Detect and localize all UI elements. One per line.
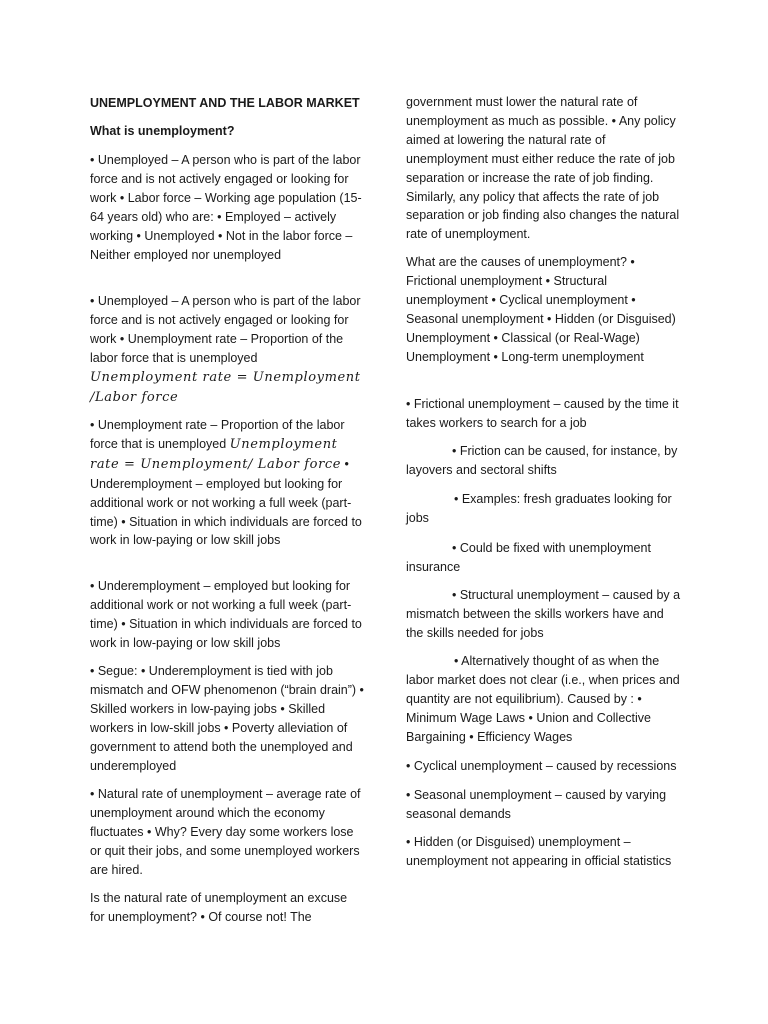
paragraph: • Underemployment – employed but looking for additional work or not working a full week (part-time) • Situation in which individuals are forced to work in low-paying or low skill jobs <box>90 579 362 650</box>
paragraph-text: • Underemployment – employed but looking for additional work or not working a full week (part-time) • Situation in which individuals are forced to work in low-paying or low skill jobs <box>90 456 362 548</box>
paragraph: • Seasonal unemployment – caused by varying seasonal demands <box>406 788 667 821</box>
paragraph: • Segue: • Underemployment is tied with job mismatch and OFW phenomenon (“brain drain”) • Skilled workers in low-paying jobs • Skilled workers in low-skill jobs • Poverty alleviation of government to attend both the unemployed and underemployed <box>90 664 364 773</box>
section-heading: What is unemployment? <box>90 124 235 138</box>
unemployment-rate-formula: Unemployment rate = Unemployment/ Labor force <box>90 436 342 472</box>
paragraph: • Unemployed – A person who is part of the labor force and is not actively engaged or looking for work • Labor force – Working age population (15-64 years old) who are: • Employed – actively working • Unemployed • Not in the labor force – Neither employed nor unemployed <box>90 153 362 262</box>
paragraph: Is the natural rate of unemployment an excuse for unemployment? • Of course not! The <box>90 891 348 924</box>
paragraph: • Examples: fresh graduates looking for jobs <box>406 492 672 525</box>
paragraph <box>90 416 365 550</box>
document-title: UNEMPLOYMENT AND THE LABOR MARKET <box>90 96 360 110</box>
paragraph: What are the causes of unemployment? • Frictional unemployment • Structural unemployment • Cyclical unemployment • Seasonal unemployment • Hidden (or Disguised) Unemployment • Classical (or Real-Wage) Unemployment • Long-term unemployment <box>406 255 676 364</box>
paragraph <box>90 292 365 407</box>
paragraph: • Friction can be caused, for instance, by layovers and sectoral shifts <box>406 444 678 477</box>
paragraph: • Hidden (or Disguised) unemployment – unemployment not appearing in official statistics <box>406 835 672 868</box>
paragraph: government must lower the natural rate of unemployment as much as possible. • Any policy aimed at lowering the natural rate of unemployment must either reduce the rate of job separation or increase the rate of job finding. Similarly, any policy that affects the rate of job separation or job finding also changes the natural rate of unemployment. <box>406 95 680 242</box>
paragraph-text: • Unemployed – A person who is part of the labor force and is not actively engaged or looking for work • Unemployment rate – Proportion of the labor force that is unemployed <box>90 294 361 365</box>
paragraph: • Frictional unemployment – caused by the time it takes workers to search for a job <box>406 397 679 430</box>
paragraph-text: • Unemployment rate – Proportion of the labor force that is unemployed <box>90 418 345 451</box>
paragraph: • Cyclical unemployment – caused by recessions <box>406 759 677 773</box>
paragraph: • Could be fixed with unemployment insurance <box>406 541 651 574</box>
paragraph: • Natural rate of unemployment – average rate of unemployment around which the economy fluctuates • Why? Every day some workers lose or quit their jobs, and some unemployed workers are hired. <box>90 787 361 877</box>
paragraph: • Alternatively thought of as when the labor market does not clear (i.e., when prices and quantity are not equilibrium). Caused by : • Minimum Wage Laws • Union and Collective Bargaining • Efficiency Wages <box>406 654 680 744</box>
unemployment-rate-formula: Unemployment rate = Unemployment /Labor force <box>90 369 361 405</box>
paragraph: • Structural unemployment – caused by a mismatch between the skills workers have and the skills needed for jobs <box>406 588 681 640</box>
